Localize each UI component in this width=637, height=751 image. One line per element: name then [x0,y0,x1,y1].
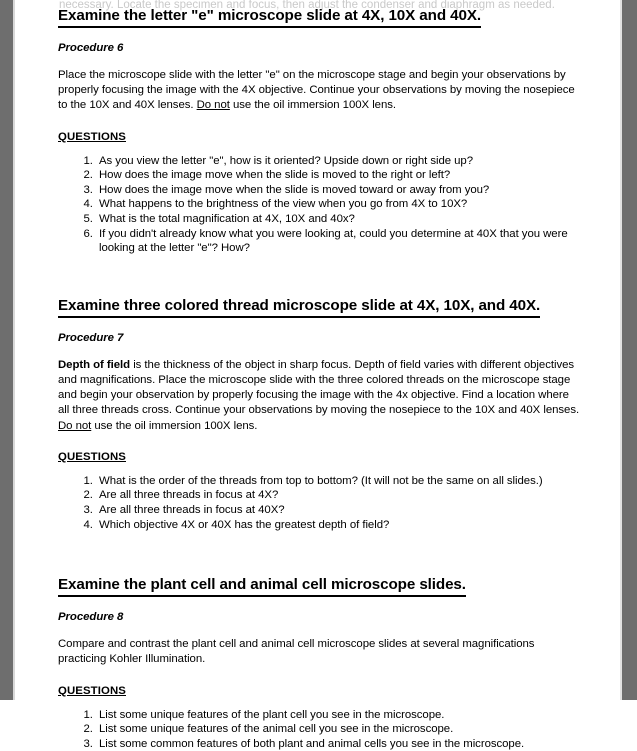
document-content [15,0,620,751]
scan-margin-right [622,0,637,700]
list-item: 5. What is the total magnification at 4X, 10X and 40x? [96,212,598,227]
page-sheet [15,0,620,750]
list-item: 6. If you didn't already know what you were looking at, could you determine at 40X that you were looking at the letter "e"? How? [96,227,598,256]
page-edge-right [620,0,622,700]
clipped-top-line: necessary. Locate the specimen and focus, then adjust the condenser and diaphragm as needed. [59,0,555,11]
scan-margin-left [0,0,13,700]
questions-list-3 [58,708,598,751]
section-letter-e [58,6,598,256]
section-heading-plant-animal-cells: Examine the plant cell and animal cell microscope slides. [58,575,466,597]
list-item: 2. How does the image move when the slide is moved to the right or left? [96,168,598,183]
section-plant-animal-cells [58,575,598,751]
questions-label-wrap-3 [58,668,598,699]
section-heading-colored-threads: Examine three colored thread microscope slide at 4X, 10X, and 40X. [58,296,540,318]
heading-wrap-2 [58,296,598,318]
list-item: 1. As you view the letter "e", how is it oriented? Upside down or right side up? [96,154,598,169]
procedure-label-8: Procedure 8 [58,611,124,624]
body-text-part2: use the oil immersion 100X lens. [229,99,397,112]
questions-label-wrap-1 [58,114,598,145]
body-text-procedure-7 [58,358,580,434]
procedure-label-7: Procedure 7 [58,331,124,344]
body-text-part1: is the thickness of the object in sharp focus. Depth of field varies with different objectives and magnifications. Place the microscope slide with the three colored threads on the microscope stage and begin your observation by properly focusing the image with the 4x objective. Find a location where all three threads cross. Continue your observations by moving the nosepiece to the 10X and 40X lenses. [58,358,580,417]
list-item: 3. Are all three threads in focus at 40X? [96,503,598,518]
body-text-procedure-6 [58,68,580,114]
questions-label-wrap-2 [58,434,598,465]
emphasis-do-not: Do not [58,419,92,432]
list-item: 4. Which objective 4X or 40X has the greatest depth of field? [96,518,598,533]
list-item: 3. List some common features of both plant and animal cells you see in the microscope. [96,737,598,751]
body-text-part1: Place the microscope slide with the letter "e" on the microscope stage and begin your observations by properly focusing the image with the 4X objective. Continue your observations by moving the nosepiece to the 10X and 40X lenses. [58,69,575,112]
term-depth-of-field: Depth of field [58,358,131,371]
questions-list-2 [58,474,598,532]
list-item: 2. Are all three threads in focus at 4X? [96,488,598,503]
list-item: 4. What happens to the brightness of the view when you go from 4X to 10X? [96,197,598,212]
questions-label-3: QUESTIONS [58,684,126,697]
questions-label-1: QUESTIONS [58,130,126,143]
questions-list-1 [58,154,598,256]
body-text-part2: use the oil immersion 100X lens. [91,419,258,432]
section-heading-letter-e: Examine the letter "e" microscope slide at 4X, 10X and 40X. [58,6,481,28]
emphasis-do-not: Do not [196,99,230,112]
body-text-procedure-8: Compare and contrast the plant cell and animal cell microscope slides at several magnifications practicing Kohler Illumination. [58,638,535,666]
list-item: 1. What is the order of the threads from top to bottom? (It will not be the same on all slides.) [96,474,598,489]
heading-wrap-1 [58,6,598,28]
list-item: 2. List some unique features of the animal cell you see in the microscope. [96,722,598,737]
procedure-label-6: Procedure 6 [58,42,124,54]
heading-wrap-3 [58,575,598,597]
list-item: 3. How does the image move when the slide is moved toward or away from you? [96,183,598,198]
list-item: 1. List some unique features of the plant cell you see in the microscope. [96,708,598,723]
questions-label-2: QUESTIONS [58,450,126,463]
section-colored-threads [58,296,598,532]
